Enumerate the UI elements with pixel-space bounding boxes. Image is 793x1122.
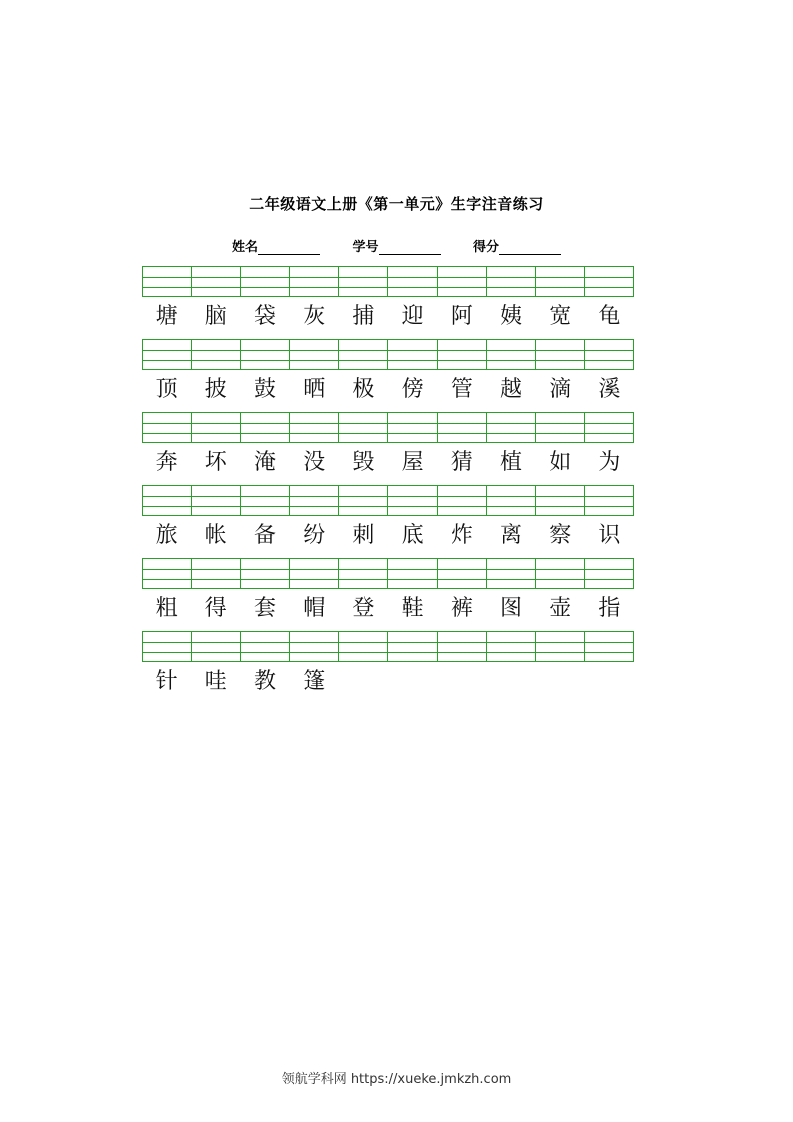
character-cell: 教 (254, 669, 277, 694)
practice-block (142, 266, 634, 337)
pinyin-cell[interactable] (438, 559, 487, 589)
character-cell: 识 (598, 523, 621, 548)
pinyin-cell[interactable] (438, 413, 487, 443)
footer-watermark: 领航学科网 https://xueke.jmkzh.com (281, 1072, 512, 1087)
character-cell: 底 (401, 523, 424, 548)
pinyin-cell[interactable] (241, 559, 290, 589)
pinyin-cell[interactable] (290, 267, 339, 297)
pinyin-cell[interactable] (241, 413, 290, 443)
pinyin-cell[interactable] (585, 559, 634, 589)
pinyin-cell[interactable] (388, 340, 437, 370)
pinyin-cell[interactable] (536, 340, 585, 370)
character-cell: 脑 (204, 304, 227, 329)
character-cell: 帽 (303, 596, 326, 621)
character-row (142, 443, 634, 483)
character-cell: 帐 (204, 523, 227, 548)
character-cell: 针 (155, 669, 178, 694)
character-cell: 套 (254, 596, 277, 621)
pinyin-cell[interactable] (438, 486, 487, 516)
character-cell: 披 (204, 377, 227, 402)
character-cell: 阿 (450, 304, 473, 329)
character-cell: 离 (500, 523, 523, 548)
name-field[interactable] (232, 236, 320, 255)
name-label: 姓名 (231, 240, 258, 255)
character-cell: 屋 (401, 450, 424, 475)
pinyin-cell[interactable] (487, 559, 536, 589)
pinyin-grid[interactable] (142, 339, 634, 370)
practice-sheet (142, 266, 634, 704)
pinyin-cell[interactable] (388, 267, 437, 297)
character-cell: 备 (254, 523, 277, 548)
pinyin-cell[interactable] (143, 267, 192, 297)
character-cell: 壶 (549, 596, 572, 621)
pinyin-cell[interactable] (143, 559, 192, 589)
pinyin-cell[interactable] (536, 632, 585, 662)
student-info-line (0, 236, 793, 255)
pinyin-grid[interactable] (142, 558, 634, 589)
character-cell: 裤 (450, 596, 473, 621)
character-cell: 篷 (303, 669, 326, 694)
pinyin-cell[interactable] (143, 413, 192, 443)
pinyin-cell[interactable] (438, 632, 487, 662)
pinyin-cell[interactable] (388, 559, 437, 589)
pinyin-cell[interactable] (339, 559, 388, 589)
pinyin-cell[interactable] (487, 267, 536, 297)
pinyin-cell[interactable] (487, 340, 536, 370)
pinyin-cell[interactable] (487, 486, 536, 516)
pinyin-cell[interactable] (536, 559, 585, 589)
pinyin-cell[interactable] (536, 267, 585, 297)
pinyin-cell[interactable] (339, 486, 388, 516)
pinyin-cell[interactable] (388, 632, 437, 662)
score-blank[interactable] (499, 241, 561, 255)
character-cell: 图 (500, 596, 523, 621)
character-cell: 姨 (500, 304, 523, 329)
character-cell: 龟 (598, 304, 621, 329)
character-cell: 管 (450, 377, 473, 402)
pinyin-cell[interactable] (192, 340, 241, 370)
pinyin-cell[interactable] (585, 413, 634, 443)
student-number-blank[interactable] (379, 241, 441, 255)
character-cell: 晒 (303, 377, 326, 402)
character-cell: 塘 (155, 304, 178, 329)
character-cell: 哇 (204, 669, 227, 694)
character-cell: 登 (352, 596, 375, 621)
character-cell: 植 (500, 450, 523, 475)
pinyin-cell[interactable] (536, 486, 585, 516)
character-cell: 极 (352, 377, 375, 402)
character-cell: 如 (549, 450, 572, 475)
pinyin-cell[interactable] (290, 632, 339, 662)
character-cell: 淹 (254, 450, 277, 475)
pinyin-cell[interactable] (192, 413, 241, 443)
character-cell: 宽 (549, 304, 572, 329)
pinyin-cell[interactable] (143, 340, 192, 370)
character-cell: 越 (500, 377, 523, 402)
pinyin-cell[interactable] (241, 486, 290, 516)
pinyin-cell[interactable] (143, 632, 192, 662)
character-row (142, 516, 634, 556)
pinyin-cell[interactable] (339, 413, 388, 443)
pinyin-cell[interactable] (487, 632, 536, 662)
character-cell: 鞋 (401, 596, 424, 621)
pinyin-cell[interactable] (241, 632, 290, 662)
pinyin-cell[interactable] (192, 267, 241, 297)
character-cell: 溪 (598, 377, 621, 402)
practice-block (142, 412, 634, 483)
practice-block (142, 339, 634, 410)
character-cell: 指 (598, 596, 621, 621)
character-cell: 灰 (303, 304, 326, 329)
pinyin-cell[interactable] (192, 632, 241, 662)
student-number-label: 学号 (352, 240, 379, 255)
character-cell: 粗 (155, 596, 178, 621)
character-cell: 滴 (549, 377, 572, 402)
character-row (142, 370, 634, 410)
score-field[interactable] (473, 236, 561, 255)
pinyin-cell[interactable] (290, 559, 339, 589)
character-cell: 察 (549, 523, 572, 548)
pinyin-grid[interactable] (142, 631, 634, 662)
character-cell: 坏 (204, 450, 227, 475)
character-row (142, 662, 634, 702)
pinyin-cell[interactable] (438, 340, 487, 370)
pinyin-cell[interactable] (290, 340, 339, 370)
character-row (142, 297, 634, 337)
pinyin-cell[interactable] (585, 267, 634, 297)
character-cell: 得 (204, 596, 227, 621)
character-cell: 傍 (401, 377, 424, 402)
pinyin-cell[interactable] (241, 340, 290, 370)
pinyin-cell[interactable] (585, 632, 634, 662)
practice-block (142, 631, 634, 702)
pinyin-cell[interactable] (143, 486, 192, 516)
character-cell: 没 (303, 450, 326, 475)
pinyin-cell[interactable] (339, 340, 388, 370)
character-cell: 炸 (450, 523, 473, 548)
character-row (142, 589, 634, 629)
pinyin-cell[interactable] (290, 413, 339, 443)
pinyin-cell[interactable] (585, 486, 634, 516)
pinyin-cell[interactable] (290, 486, 339, 516)
practice-block (142, 485, 634, 556)
character-cell: 迎 (401, 304, 424, 329)
pinyin-cell[interactable] (585, 340, 634, 370)
pinyin-grid[interactable] (142, 266, 634, 297)
character-cell: 鼓 (254, 377, 277, 402)
pinyin-cell[interactable] (487, 413, 536, 443)
pinyin-cell[interactable] (339, 632, 388, 662)
character-cell: 袋 (254, 304, 277, 329)
character-cell: 为 (598, 450, 621, 475)
character-cell: 刺 (352, 523, 375, 548)
character-cell: 旅 (155, 523, 178, 548)
pinyin-grid[interactable] (142, 412, 634, 443)
pinyin-cell[interactable] (192, 486, 241, 516)
pinyin-cell[interactable] (241, 267, 290, 297)
character-cell: 猜 (450, 450, 473, 475)
character-cell: 纷 (303, 523, 326, 548)
name-blank[interactable] (258, 241, 320, 255)
pinyin-cell[interactable] (192, 559, 241, 589)
student-number-field[interactable] (352, 236, 440, 255)
practice-block (142, 558, 634, 629)
character-cell: 奔 (155, 450, 178, 475)
pinyin-cell[interactable] (388, 486, 437, 516)
page-title: 二年级语文上册《第一单元》生字注音练习 (249, 195, 544, 213)
pinyin-grid[interactable] (142, 485, 634, 516)
pinyin-cell[interactable] (536, 413, 585, 443)
pinyin-cell[interactable] (438, 267, 487, 297)
character-cell: 捕 (352, 304, 375, 329)
character-cell: 毁 (352, 450, 375, 475)
character-cell: 顶 (155, 377, 178, 402)
pinyin-cell[interactable] (388, 413, 437, 443)
pinyin-cell[interactable] (339, 267, 388, 297)
score-label: 得分 (473, 240, 500, 255)
